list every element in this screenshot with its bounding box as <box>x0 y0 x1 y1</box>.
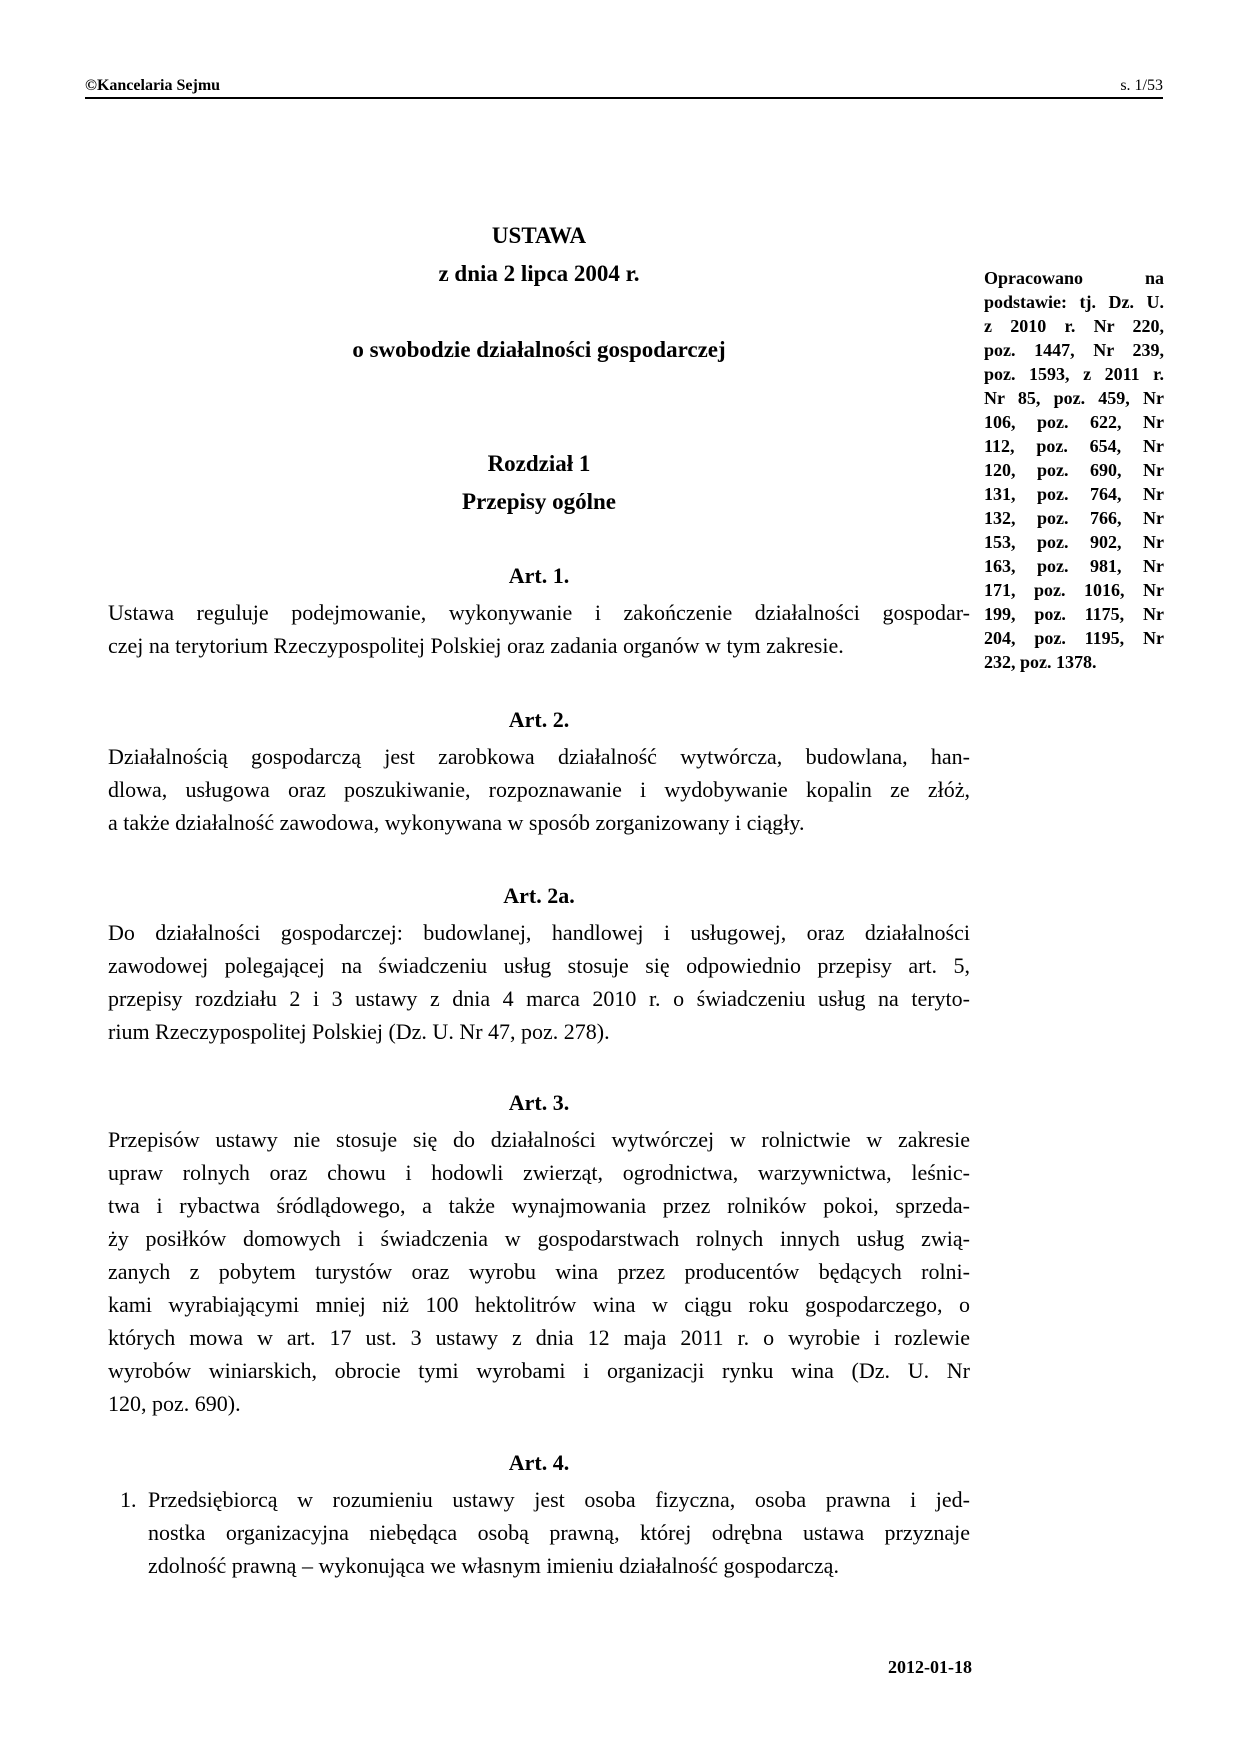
law-date: z dnia 2 lipca 2004 r. <box>438 261 640 286</box>
text-line: 120, poz. 690, Nr <box>984 460 1164 480</box>
text-line: nostka organizacyjna niebędąca osobą prawną, której odrębna ustawa przyznaje <box>148 1520 970 1545</box>
text-line: Do działalności gospodarczej: budowlanej, handlowej i usługowej, oraz działalności <box>108 920 970 945</box>
text-line: podstawie: tj. Dz. U. <box>984 292 1164 312</box>
text-line: 199, poz. 1175, Nr <box>984 604 1164 624</box>
text-line: czej na terytorium Rzeczypospolitej Polskiej oraz zadania organów w tym zakresie. <box>108 633 844 658</box>
text-line: których mowa w art. 17 ust. 3 ustawy z dnia 12 maja 2011 r. o wyrobie i rozlewie <box>108 1325 970 1350</box>
article-2-body <box>108 740 970 839</box>
text-line: Opracowano na <box>984 268 1164 288</box>
text-line: zawodowej polegającej na świadczeniu usług stosuje się odpowiednio przepisy art. 5, <box>108 953 970 978</box>
chapter-number: Rozdział 1 <box>487 451 591 476</box>
text-line: ży posiłków domowych i świadczenia w gospodarstwach rolnych innych usług zwią- <box>108 1226 970 1251</box>
text-line: 171, poz. 1016, Nr <box>984 580 1164 600</box>
text-line: rium Rzeczypospolitej Polskiej (Dz. U. Nr 47, poz. 278). <box>108 1019 610 1044</box>
article-2a-body <box>108 916 970 1048</box>
text-line: Nr 85, poz. 459, Nr <box>984 388 1164 408</box>
article-4-body <box>120 1483 970 1582</box>
chapter-title: Przepisy ogólne <box>462 489 616 514</box>
article-1 <box>108 559 970 662</box>
text-line: poz. 1593, z 2011 r. <box>984 364 1164 384</box>
article-1-body <box>108 596 970 662</box>
text-line: 132, poz. 766, Nr <box>984 508 1164 528</box>
page-number: s. 1/53 <box>1120 77 1163 94</box>
article-1-heading: Art. 1. <box>508 563 570 588</box>
text-line: 153, poz. 902, Nr <box>984 532 1164 552</box>
page-header <box>85 76 1163 99</box>
text-line: Ustawa reguluje podejmowanie, wykonywanie i zakończenie działalności gospodar- <box>108 600 970 625</box>
article-3 <box>108 1086 970 1420</box>
article-2a <box>108 879 970 1048</box>
law-subject: o swobodzie działalności gospodarczej <box>352 337 726 362</box>
text-line: zanych z pobytem turystów oraz wyrobu wina przez producentów będących rolni- <box>108 1259 970 1284</box>
list-item-number: 1. <box>120 1487 137 1512</box>
article-4 <box>108 1446 970 1582</box>
text-line: 120, poz. 690). <box>108 1391 241 1416</box>
text-line: Przepisów ustawy nie stosuje się do działalności wytwórczej w rolnictwie w zakresie <box>108 1127 970 1152</box>
article-3-heading: Art. 3. <box>508 1090 570 1115</box>
text-line: 112, poz. 654, Nr <box>984 436 1164 456</box>
text-line: wyrobów winiarskich, obrocie tymi wyrobami i organizacji rynku wina (Dz. U. Nr <box>108 1358 970 1383</box>
text-line: 131, poz. 764, Nr <box>984 484 1164 504</box>
text-line: a także działalność zawodowa, wykonywana w sposób zorganizowany i ciągły. <box>108 810 805 835</box>
text-line: zdolność prawną – wykonująca we własnym imieniu działalność gospodarczą. <box>148 1553 839 1578</box>
text-line: dlowa, usługowa oraz poszukiwanie, rozpoznawanie i wydobywanie kopalin ze złóż, <box>108 777 970 802</box>
text-line: przepisy rozdziału 2 i 3 ustawy z dnia 4 marca 2010 r. o świadczeniu usług na teryto- <box>108 986 970 1011</box>
side-note <box>984 266 1164 674</box>
text-line: poz. 1447, Nr 239, <box>984 340 1164 360</box>
article-2-heading: Art. 2. <box>508 707 570 732</box>
text-line: Przedsiębiorcą w rozumieniu ustawy jest osoba fizyczna, osoba prawna i jed- <box>148 1487 970 1512</box>
text-line: 106, poz. 622, Nr <box>984 412 1164 432</box>
text-line: kami wyrabiającymi mniej niż 100 hektolitrów wina w ciągu roku gospodarczego, o <box>108 1292 970 1317</box>
article-2a-heading: Art. 2a. <box>503 883 575 908</box>
article-4-heading: Art. 4. <box>508 1450 570 1475</box>
text-line: 232, poz. 1378. <box>984 652 1097 672</box>
text-line: 204, poz. 1195, Nr <box>984 628 1164 648</box>
text-line: Działalnością gospodarczą jest zarobkowa działalność wytwórcza, budowlana, han- <box>108 744 970 769</box>
publisher-label: ©Kancelaria Sejmu <box>85 77 221 94</box>
text-line: 163, poz. 981, Nr <box>984 556 1164 576</box>
article-2 <box>108 703 970 839</box>
law-title: USTAWA <box>491 223 587 248</box>
text-line: z 2010 r. Nr 220, <box>984 316 1164 336</box>
text-line: upraw rolnych oraz chowu i hodowli zwierząt, ogrodnictwa, warzywnictwa, leśnic- <box>108 1160 970 1185</box>
article-3-body <box>108 1123 970 1420</box>
text-line: twa i rybactwa śródlądowego, a także wynajmowania przez rolników pokoi, sprzeda- <box>108 1193 970 1218</box>
footer-date: 2012-01-18 <box>888 1657 972 1677</box>
